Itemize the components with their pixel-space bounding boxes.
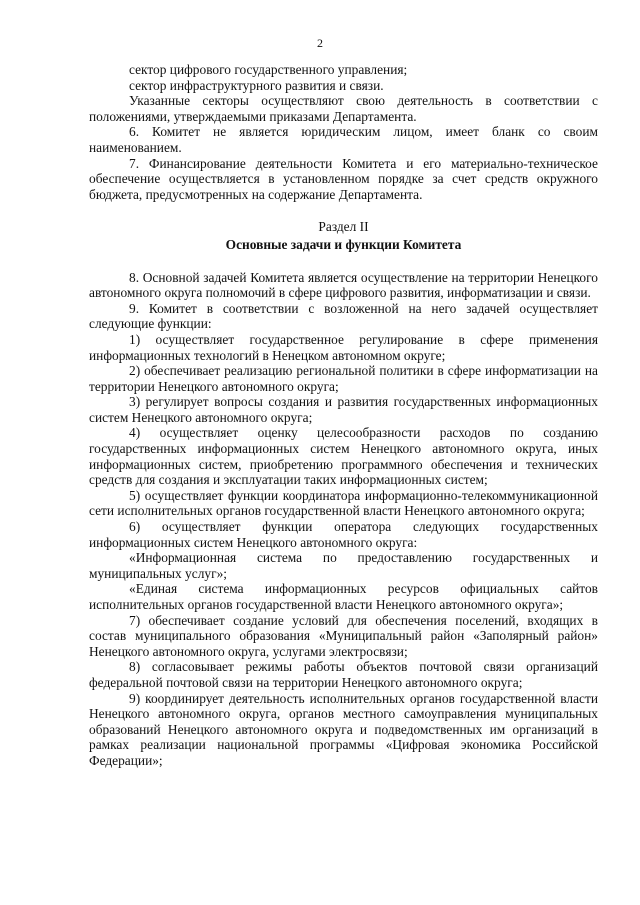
system-gosuslugi: «Информационная система по предоставлению государственных и муниципальных услуг»;	[89, 550, 598, 581]
function-2: 2) обеспечивает реализацию региональной политики в сфере информатизации на территории Ненецкого автономного округа;	[89, 363, 598, 394]
paragraph-item-8: 8. Основной задачей Комитета является осуществление на территории Ненецкого автономного округа полномочий в сфере цифрового развития, информатизации и связи.	[89, 269, 598, 301]
paragraph-sector-digital: сектор цифрового государственного управления;	[129, 62, 408, 77]
paragraph-sectors-activity: Указанные секторы осуществляют свою деятельность в соответствии с положениями, утверждаемыми приказами Департамента.	[89, 93, 598, 124]
paragraph-item-6: 6. Комитет не является юридическим лицом, имеет бланк со своим наименованием.	[89, 124, 598, 155]
function-9: 9) координирует деятельность исполнительных органов государственной власти Ненецкого автономного округа, органов местного самоуправления муниципальных образований Ненецкого автономного округа и подведомственных им организаций в рамках реализации национальной программы «Цифровая экономика Российской Федерации»;	[89, 690, 598, 768]
function-6: 6) осуществляет функции оператора следующих государственных информационных систем Ненецкого автономного округа:	[89, 519, 598, 550]
section-label: Раздел II	[318, 219, 369, 235]
document-body	[89, 62, 598, 769]
paragraph-item-9: 9. Комитет в соответствии с возложенной на него задачей осуществляет следующие функции:	[89, 300, 598, 332]
function-1: 1) осуществляет государственное регулирование в сфере применения информационных технологий в Ненецком автономном округе;	[89, 331, 598, 363]
page-number: 2	[317, 36, 323, 50]
function-3: 3) регулирует вопросы создания и развития государственных информационных систем Ненецкого автономного округа;	[89, 394, 598, 425]
function-7: 7) обеспечивает создание условий для обеспечения поселений, входящих в состав муниципального образования «Муниципальный район «Заполярный район» Ненецкого автономного округа, услугами электросвязи;	[89, 612, 598, 659]
system-official-sites: «Единая система информационных ресурсов официальных сайтов исполнительных органов государственной власти Ненецкого автономного округа»;	[89, 581, 598, 612]
function-5: 5) осуществляет функции координатора информационно-телекоммуникационной сети исполнительных органов государственной власти Ненецкого автономного округа;	[89, 487, 598, 519]
function-4: 4) осуществляет оценку целесообразности расходов по созданию государственных информационных систем Ненецкого автономного округа, иных информационных систем, приобретению программного обеспечения и технических средств для создания и эксплуатации таких информационных систем;	[89, 425, 598, 488]
section-heading: Основные задачи и функции Комитета	[225, 236, 462, 252]
paragraph-item-7: 7. Финансирование деятельности Комитета и его материально-техническое обеспечение осуществляется в установленном порядке за счет средств окружного бюджета, предусмотренных на содержание Департамента.	[89, 155, 598, 202]
function-8: 8) согласовывает режимы работы объектов почтовой связи организаций федеральной почтовой связи на территории Ненецкого автономного округа;	[89, 659, 598, 690]
paragraph-sector-infrastructure: сектор инфраструктурного развития и связи.	[129, 77, 384, 93]
